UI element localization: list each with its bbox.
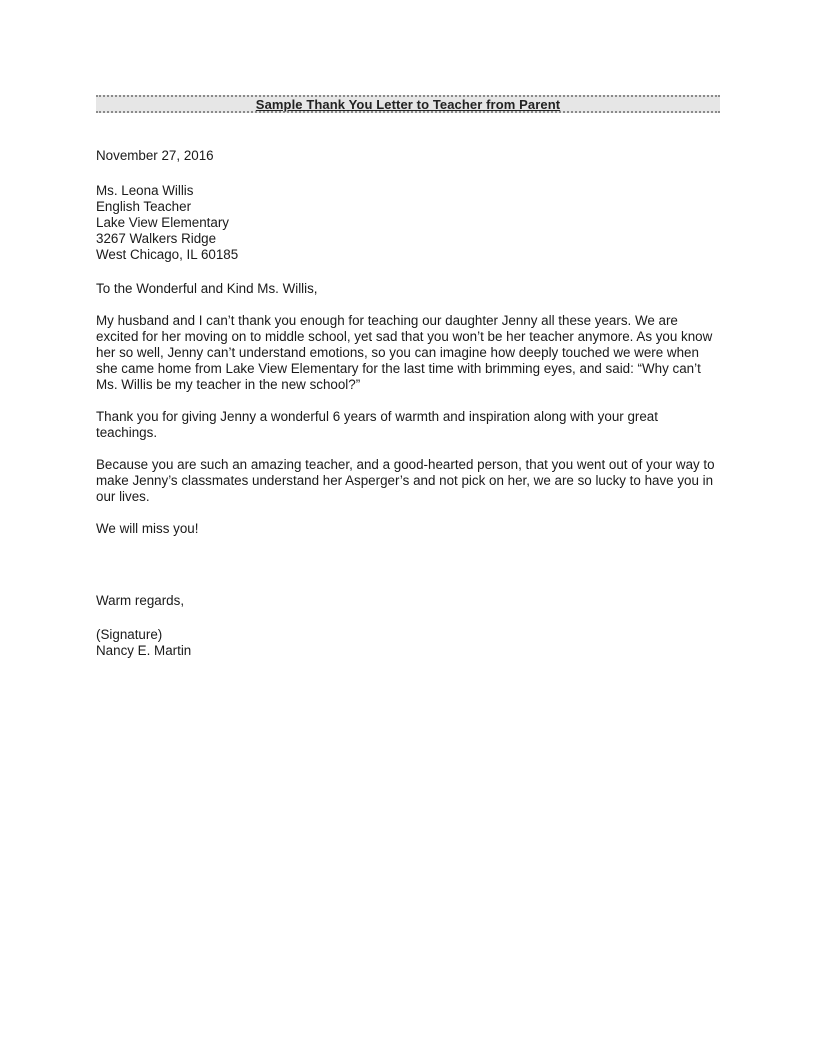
document-title: Sample Thank You Letter to Teacher from Parent: [255, 96, 561, 112]
signature-placeholder: (Signature): [96, 627, 163, 642]
document-title-bar: [96, 95, 720, 113]
body-paragraph-4: We will miss you!: [96, 521, 199, 536]
body-paragraph-2: Thank you for giving Jenny a wonderful 6 years of warmth and inspiration along with your great teachings.: [96, 409, 658, 440]
recipient-address: [96, 183, 720, 263]
body-paragraph-3: Because you are such an amazing teacher, and a good-hearted person, that you went out of your way to make Jenny’s classmates understand her Asperger’s and not pick on her, we are so lucky to have you in our lives.: [96, 457, 715, 504]
recipient-position: English Teacher: [96, 199, 192, 214]
letter-body: [96, 148, 720, 659]
letter-date: November 27, 2016: [96, 148, 214, 163]
closing: Warm regards,: [96, 593, 185, 608]
recipient-school: Lake View Elementary: [96, 215, 229, 230]
signature-block: [96, 627, 720, 659]
salutation: To the Wonderful and Kind Ms. Willis,: [96, 281, 318, 296]
recipient-street: 3267 Walkers Ridge: [96, 231, 217, 246]
body-paragraph-1: My husband and I can’t thank you enough for teaching our daughter Jenny all these years. We are excited for her moving on to middle school, yet sad that you won’t be her teacher anymore. As you know her so well, Jenny can’t understand emotions, so you can imagine how deeply touched we were when she came home from Lake View Elementary for the last time with brimming eyes, and said: “Why can’t Ms. Willis be my teacher in the new school?”: [96, 313, 713, 392]
recipient-city-state-zip: West Chicago, IL 60185: [96, 247, 239, 262]
sender-name: Nancy E. Martin: [96, 643, 192, 658]
recipient-name: Ms. Leona Willis: [96, 183, 194, 198]
